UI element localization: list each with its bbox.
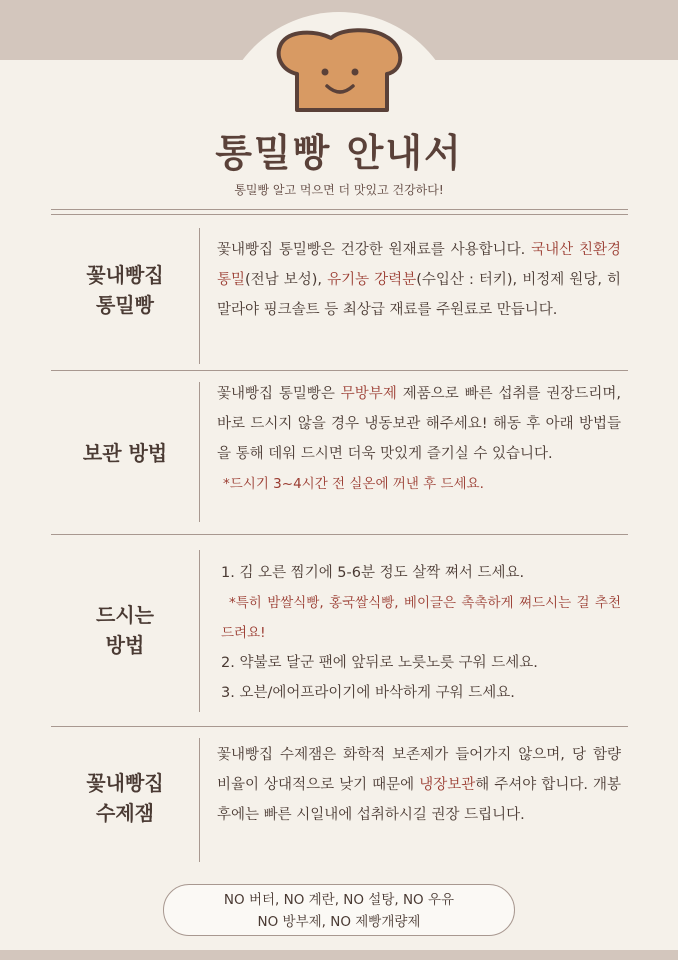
divider — [51, 209, 628, 210]
divider — [51, 534, 628, 535]
section-text-storage: 꽃내빵집 통밀빵은 무방부제 제품으로 빠른 섭취를 권장드리며, 바로 드시지 않을 경우 냉동보관 해주세요! 해동 후 아래 방법들을 통해 데워 드시면 더욱 맛있게 즐기실 수 있습니다. *드시기 3~4시간 전 실온에 꺼낸 후 드세요. — [217, 379, 621, 499]
serving-note: *특히 밤쌀식빵, 홍국쌀식빵, 베이글은 촉촉하게 쪄드시는 걸 추천드려요! — [221, 595, 621, 641]
page-subtitle: 통밀빵 알고 먹으면 더 맛있고 건강하다! — [234, 183, 444, 197]
serving-step-2: 2. 약불로 달군 팬에 앞뒤로 노릇노릇 구워 드세요. — [221, 655, 538, 671]
section-text-jam: 꽃내빵집 수제잼은 화학적 보존제가 들어가지 않으며, 당 함량 비율이 상대적으로 낮기 때문에 냉장보관해 주셔야 합니다. 개봉 후에는 빠른 시일내에 섭취하시길 권장 드립니다. — [217, 747, 622, 823]
serving-step-3: 3. 오븐/에어프라이기에 바삭하게 구워 드세요. — [221, 685, 515, 701]
column-divider — [199, 550, 200, 712]
section-label-jam: 꽃내빵집 수제잼 — [86, 771, 164, 825]
divider — [51, 214, 628, 215]
no-additives-badge: NO 버터, NO 계란, NO 설탕, NO 우유 NO 방부제, NO 제빵개량제 — [163, 884, 515, 936]
section-text-bread: 꽃내빵집 통밀빵은 건강한 원재료를 사용합니다. 국내산 친환경 통밀(전남 보성), 유기농 강력분(수입산 : 터키), 비정제 원당, 히말라야 핑크솔트 등 최상급 재료를 주원료로 만듭니다. — [217, 242, 622, 318]
section-label-bread: 꽃내빵집 통밀빵 — [86, 263, 164, 317]
bottom-band — [0, 950, 678, 960]
bread-icon — [269, 26, 409, 114]
divider — [51, 370, 628, 371]
page-title: 통밀빵 안내서 — [215, 131, 463, 175]
section-text-serving — [217, 558, 621, 708]
section-label-serving: 드시는 방법 — [96, 603, 154, 657]
section-label-storage: 보관 방법 — [82, 441, 168, 465]
column-divider — [199, 382, 200, 522]
serving-step-1: 1. 김 오른 찜기에 5-6분 정도 살짝 쪄서 드세요. — [221, 565, 525, 581]
column-divider — [199, 738, 200, 862]
column-divider — [199, 228, 200, 364]
divider — [51, 726, 628, 727]
storage-note: *드시기 3~4시간 전 실온에 꺼낸 후 드세요. — [223, 476, 484, 492]
